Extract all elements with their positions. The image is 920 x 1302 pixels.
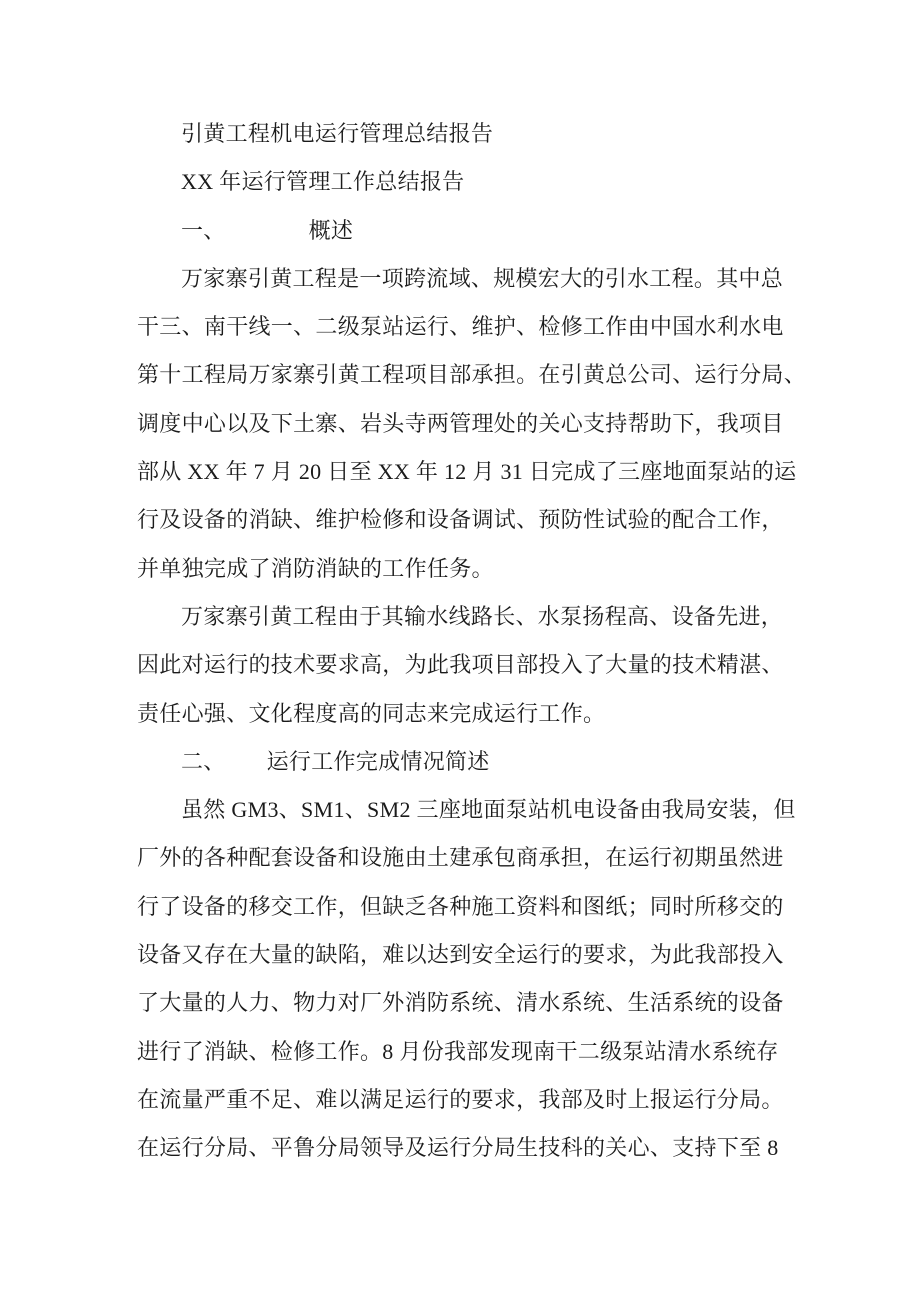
heading-numbering: 一、 (181, 217, 226, 243)
line-text: 设备又存在大量的缺陷，难以达到安全运行的要求，为此我部投入 (137, 942, 784, 968)
document-line (137, 303, 802, 351)
line-text: 调度中心以及下土寨、岩头寺两管理处的关心支持帮助下，我项目 (137, 410, 784, 436)
document-line (137, 448, 802, 496)
document-line (137, 351, 807, 399)
line-text: 行了设备的移交工作，但缺乏各种施工资料和图纸；同时所移交的 (137, 893, 784, 919)
line-text: 厂外的各种配套设备和设施由土建承包商承担，在运行初期虽然进 (137, 845, 784, 871)
line-text: 了大量的人力、物力对厂外消防系统、清水系统、生活系统的设备 (137, 990, 784, 1016)
line-text: 虽然 GM3、SM1、SM2 三座地面泵站机电设备由我局安装，但 (181, 797, 796, 823)
document-line (137, 496, 802, 544)
document-line (137, 400, 802, 448)
line-text: 在运行分局、平鲁分局领导及运行分局生技科的关心、支持下至 8 (137, 1135, 779, 1161)
document-line (137, 1028, 802, 1076)
line-text: XX 年运行管理工作总结报告 (181, 169, 465, 195)
document-line (137, 931, 802, 979)
line-text: 万家寨引黄工程是一项跨流域、规模宏大的引水工程。其中总 (181, 265, 784, 291)
document-line (137, 1124, 802, 1172)
line-text: 行及设备的消缺、维护检修和设备调试、预防性试验的配合工作， (137, 507, 784, 533)
document-line (137, 110, 802, 158)
tab-space (226, 237, 309, 238)
line-text: 干三、南干线一、二级泵站运行、维护、检修工作由中国水利水电 (137, 314, 784, 340)
document-text-block (137, 110, 807, 1173)
section-heading (137, 207, 802, 255)
document-line (137, 1076, 802, 1124)
line-text: 万家寨引黄工程由于其输水线路长、水泵扬程高、设备先进， (181, 603, 784, 629)
document-line (137, 593, 802, 641)
heading-numbering: 二、 (181, 748, 226, 774)
document-line (137, 158, 802, 206)
document-line (137, 255, 802, 303)
document-line (137, 641, 802, 689)
heading-text: 运行工作完成情况简述 (266, 748, 490, 774)
line-text: 引黄工程机电运行管理总结报告 (181, 121, 494, 146)
document-line (137, 883, 802, 931)
document-line (137, 979, 802, 1027)
section-heading (137, 738, 802, 786)
line-text: 第十工程局万家寨引黄工程项目部承担。在引黄总公司、运行分局、 (137, 362, 807, 388)
heading-text: 概述 (308, 217, 354, 243)
line-text: 并单独完成了消防消缺的工作任务。 (137, 555, 494, 581)
line-text: 责任心强、文化程度高的同志来完成运行工作。 (137, 700, 606, 726)
line-text: 部从 XX 年 7 月 20 日至 XX 年 12 月 31 日完成了三座地面泵站的运 (137, 459, 797, 485)
document-line (137, 690, 802, 738)
line-text: 在流量严重不足、难以满足运行的要求，我部及时上报运行分局。 (137, 1086, 784, 1112)
document-line (137, 834, 802, 882)
tab-space (226, 768, 267, 769)
document-line (137, 545, 802, 593)
line-text: 进行了消缺、检修工作。8 月份我部发现南干二级泵站清水系统存 (137, 1038, 779, 1064)
line-text: 因此对运行的技术要求高，为此我项目部投入了大量的技术精湛、 (137, 652, 784, 678)
document-line (137, 786, 802, 834)
